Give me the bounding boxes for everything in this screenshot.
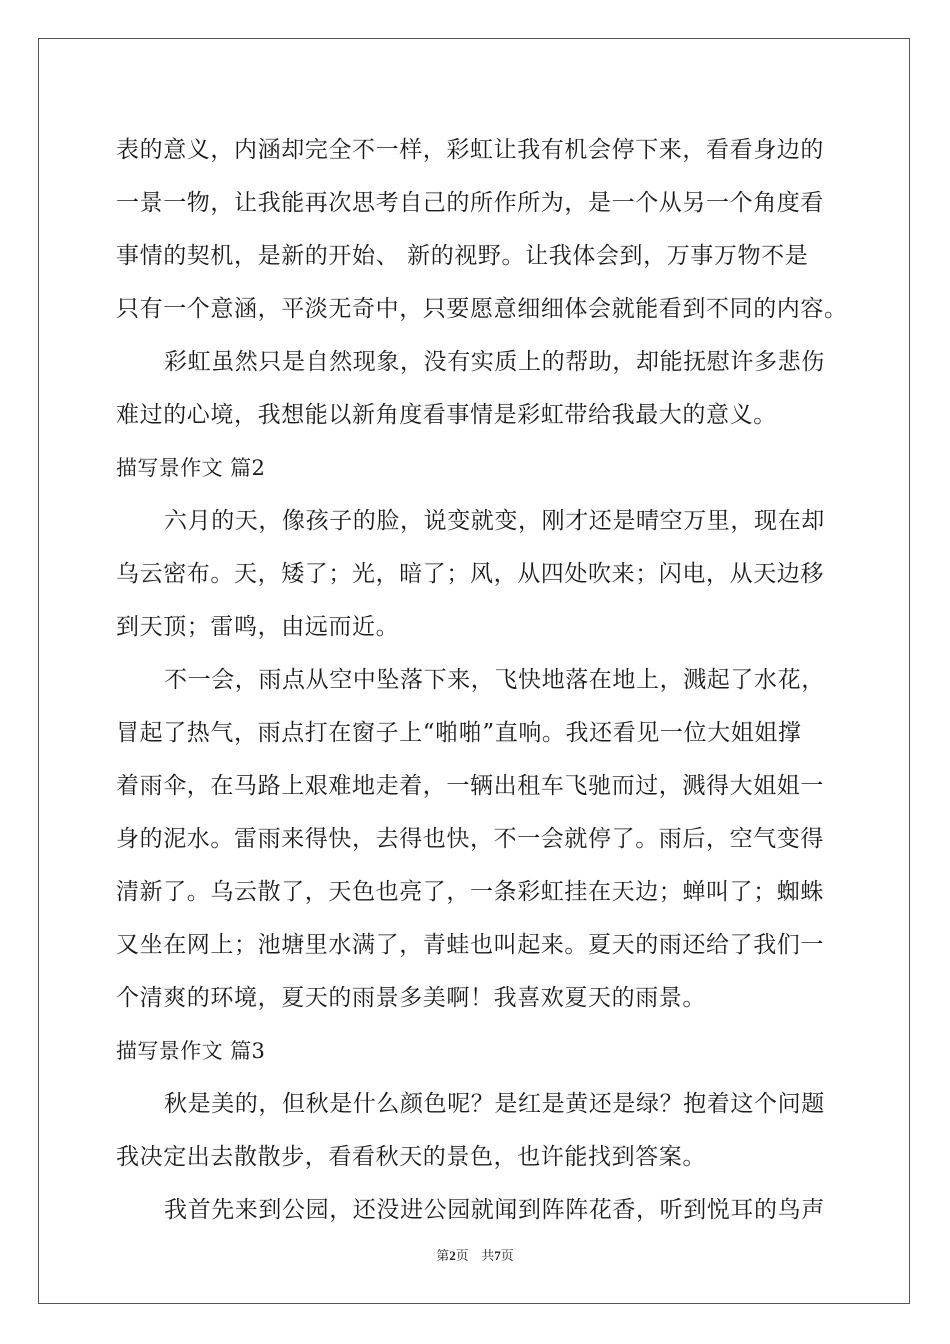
text-line: 表的意义，内涵却完全不一样，彩虹让我有机会停下来，看看身边的 [116,137,824,163]
section-heading: 描写景作文 篇3 [116,1039,266,1063]
paragraph [116,658,836,1029]
text-line: 不一会，雨点从空中坠落下来，飞快地落在地上，溅起了水花， [164,667,825,693]
text-line: 清新了。乌云散了，天色也亮了，一条彩虹挂在天边；蝉叫了；蜘蛛 [116,879,824,905]
text-line: 我首先来到公园，还没进公园就闻到阵阵花香，听到悦耳的鸟声 [164,1197,825,1223]
paragraph [116,1082,836,1188]
total-page-number: 7 [494,1248,501,1263]
text-line: 事情的契机，是新的开始、 新的视野。让我体会到，万事万物不是 [116,243,809,269]
paragraph [116,499,836,658]
footer-mid: 页 共 [455,1249,495,1264]
text-line: 冒起了热气，雨点打在窗子上“啪啪”直响。我还看见一位大姐姐撑 [116,720,802,746]
text-line: 我决定出去散散步，看看秋天的景色，也许能找到答案。 [116,1144,706,1170]
text-line: 着雨伞，在马路上艰难地走着，一辆出租车飞驰而过，溅得大姐姐一 [116,773,824,799]
text-line: 到天顶；雷鸣，由远而近。 [116,614,400,640]
current-page-number: 2 [449,1248,456,1263]
page-footer [0,1245,950,1264]
text-line: 六月的天，像孩子的脸，说变就变，刚才还是晴空万里，现在却 [164,508,825,534]
text-line: 个清爽的环境，夏天的雨景多美啊！我喜欢夏天的雨景。 [116,985,706,1011]
text-line: 一景一物，让我能再次思考自己的所作所为，是一个从另一个角度看 [116,190,824,216]
paragraph [116,340,836,446]
text-line: 又坐在网上；池塘里水满了，青蛙也叫起来。夏天的雨还给了我们一 [116,932,824,958]
paragraph [116,1188,836,1241]
section-heading: 描写景作文 篇2 [116,456,266,480]
text-line: 秋是美的，但秋是什么颜色呢？是红是黄还是绿？抱着这个问题 [164,1091,825,1117]
footer-prefix: 第 [436,1249,450,1264]
paragraph [116,128,848,340]
document-body [116,128,848,1241]
text-line: 身的泥水。雷雨来得快，去得也快，不一会就停了。雨后，空气变得 [116,826,824,852]
footer-suffix: 页 [500,1249,514,1264]
text-line: 乌云密布。天，矮了；光，暗了；风，从四处吹来；闪电，从天边移 [116,561,824,587]
text-line: 难过的心境，我想能以新角度看事情是彩虹带给我最大的意义。 [116,402,777,428]
text-line: 彩虹虽然只是自然现象，没有实质上的帮助，却能抚慰许多悲伤 [164,349,825,375]
text-line: 只有一个意涵，平淡无奇中，只要愿意细细体会就能看到不同的内容。 [116,296,848,322]
